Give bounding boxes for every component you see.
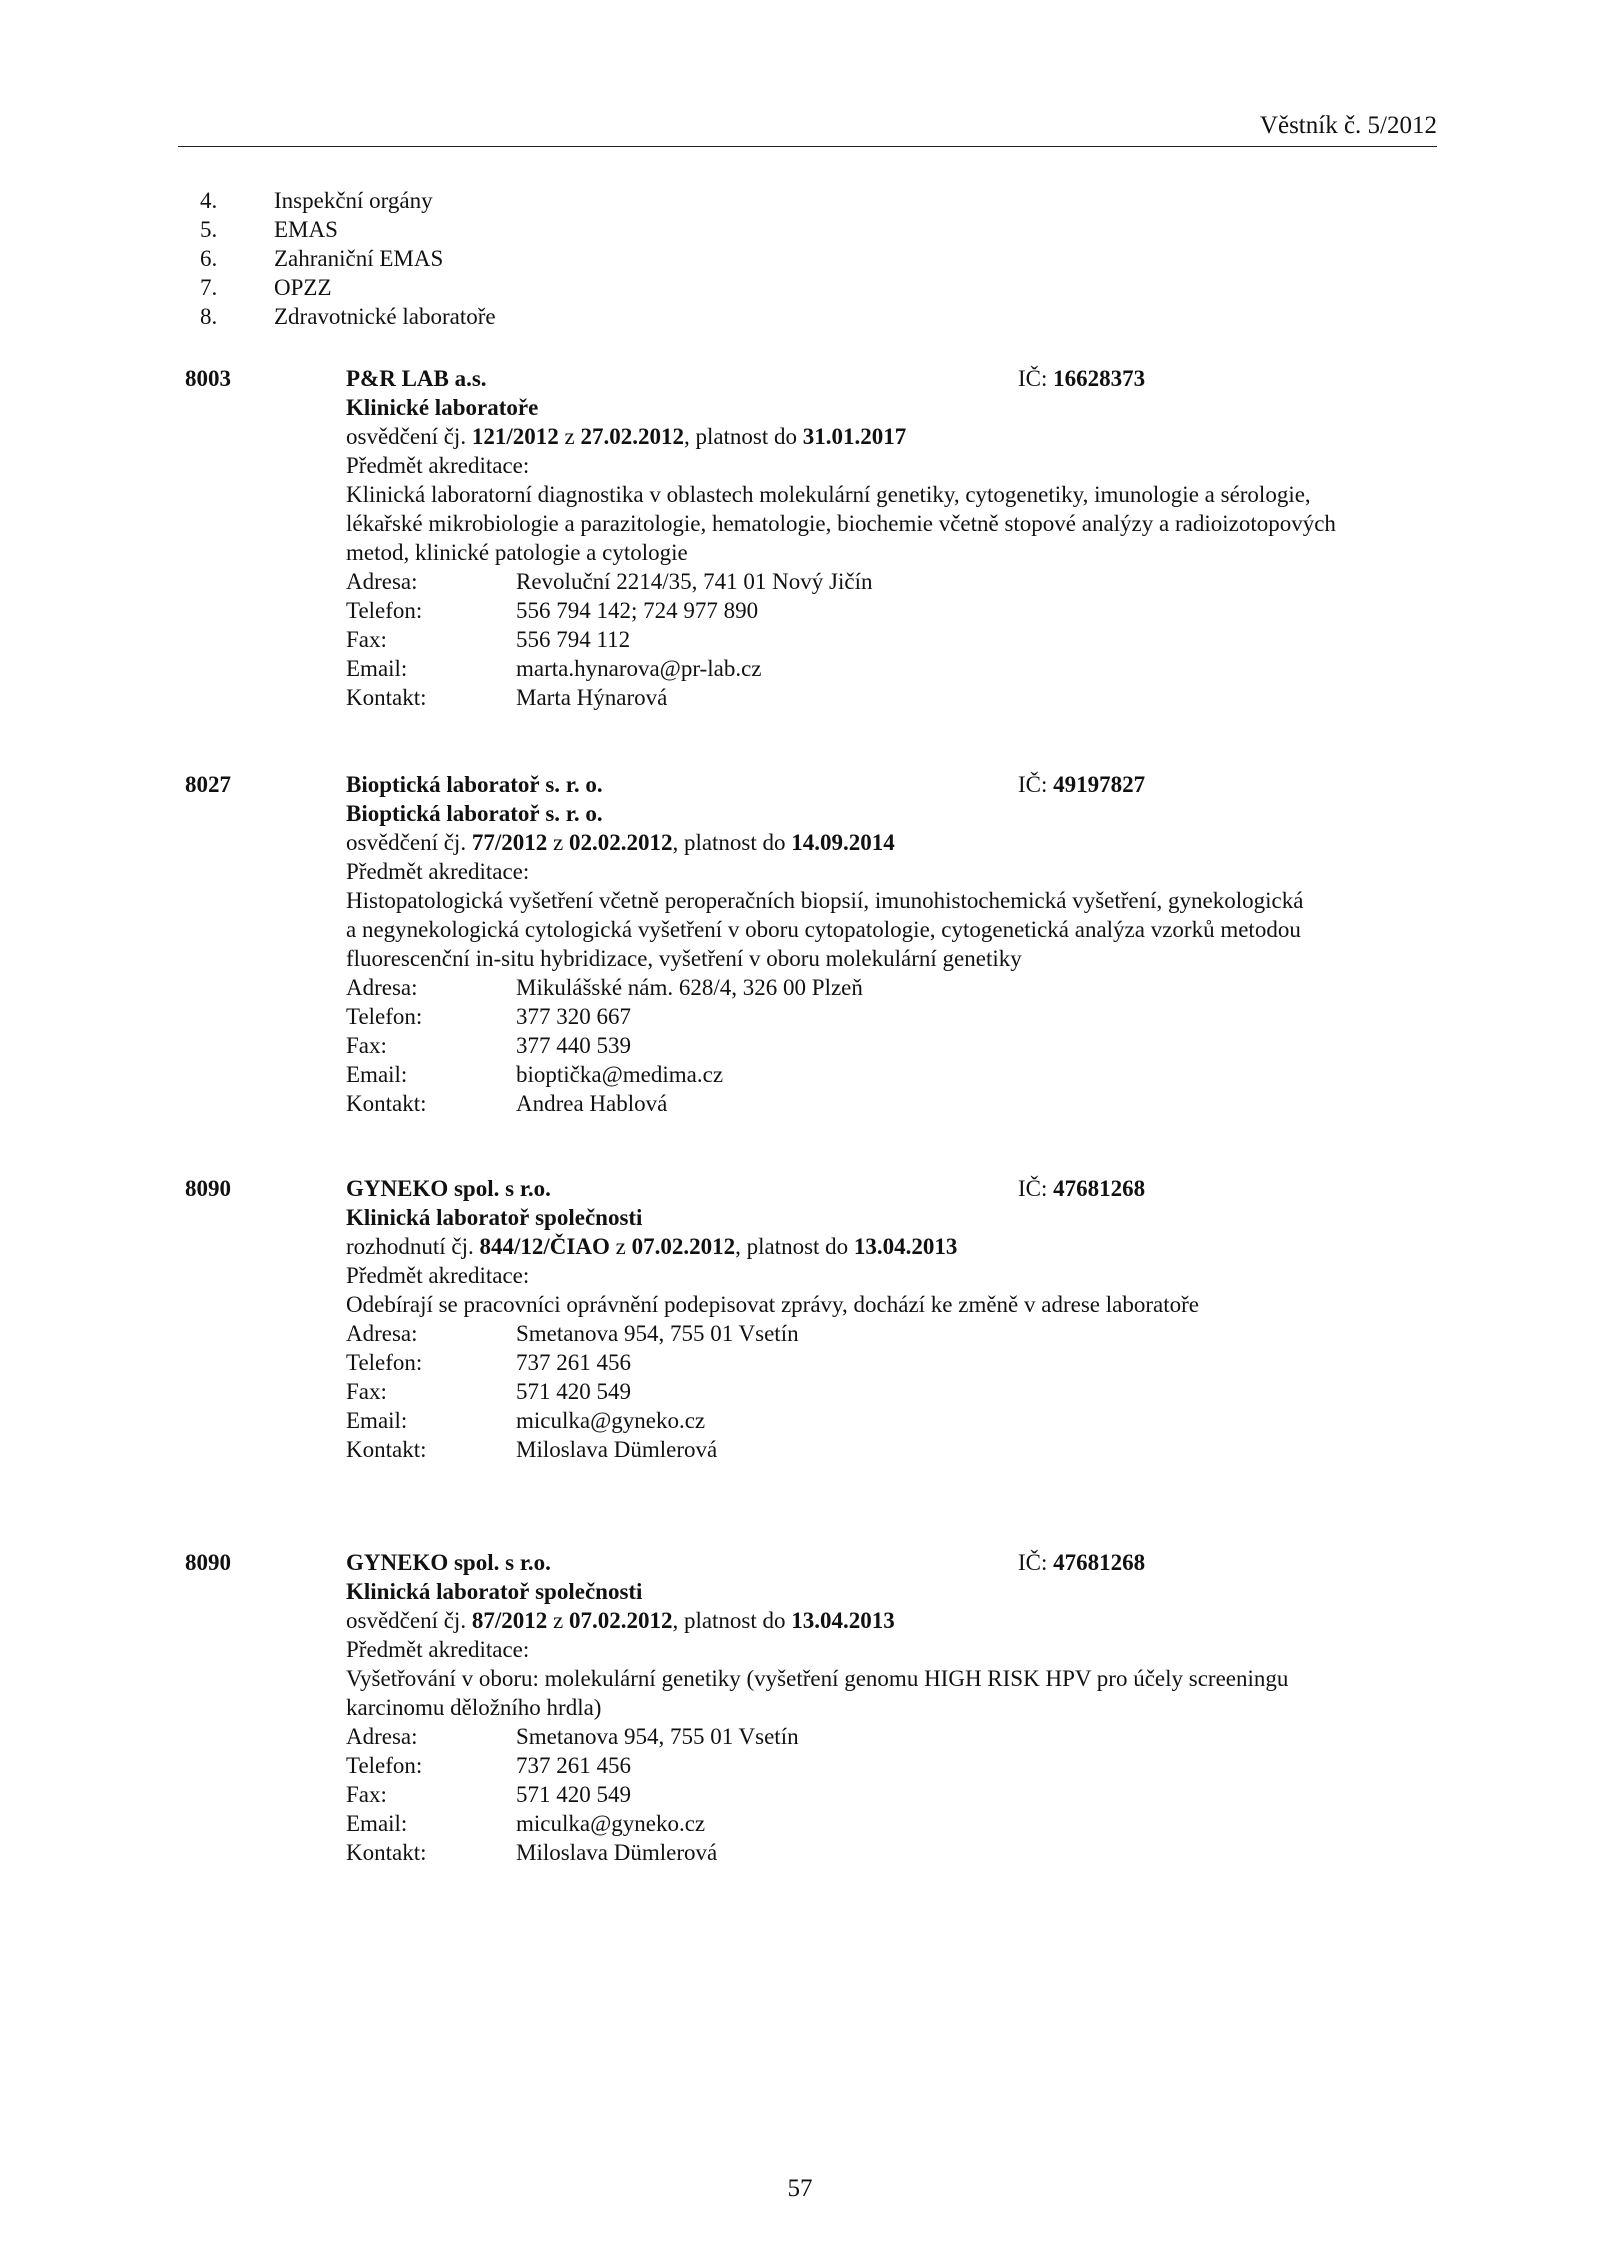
phone-row <box>346 1751 1446 1780</box>
contact-label: Kontakt: <box>346 1437 427 1462</box>
contact-value: Miloslava Dümlerová <box>516 1840 718 1865</box>
header-title: Věstník č. 5/2012 <box>1259 112 1437 139</box>
company-name: P&R LAB a.s. <box>346 366 487 391</box>
category-label: Zdravotnické laboratoře <box>274 304 496 329</box>
certificate-line <box>346 422 1446 451</box>
phone-value: 556 794 142; 724 977 890 <box>516 598 759 623</box>
valid-to: 13.04.2013 <box>791 1608 895 1633</box>
phone-row <box>346 1002 1446 1031</box>
contact-row <box>346 1089 1446 1118</box>
entry-body <box>346 1548 1446 1867</box>
subject-line: Klinická laboratorní diagnostika v oblastech molekulární genetiky, cytogenetiky, imunologie a sérologie, <box>346 482 1311 507</box>
ic-label: IČ: <box>1018 772 1054 797</box>
email-row <box>346 1809 1446 1838</box>
doc-type: osvědčení <box>346 830 438 855</box>
contact-value: Andrea Hablová <box>516 1091 668 1116</box>
valid-to: 31.01.2017 <box>802 424 907 449</box>
email-value: marta.hynarova@pr-lab.cz <box>516 656 762 681</box>
email-label: Email: <box>346 1408 408 1433</box>
subject-line: a negynekologická cytologická vyšetření v oboru cytopatologie, cytogenetická analýza vzorků metodou <box>346 917 1301 942</box>
category-item <box>200 186 496 215</box>
address-label: Adresa: <box>346 1321 418 1346</box>
company-name: GYNEKO spol. s r.o. <box>346 1550 551 1575</box>
ic-value: 47681268 <box>1053 1176 1146 1201</box>
phone-label: Telefon: <box>346 1753 423 1778</box>
ic-label: IČ: <box>1018 1550 1054 1575</box>
category-label: Inspekční orgány <box>274 188 433 213</box>
contact-row <box>346 683 1446 712</box>
email-label: Email: <box>346 656 408 681</box>
entry-body <box>346 364 1446 712</box>
phone-value: 737 261 456 <box>516 1350 631 1375</box>
ic-value: 47681268 <box>1053 1550 1146 1575</box>
doc-date: 07.02.2012 <box>568 1608 673 1633</box>
category-item <box>200 244 496 273</box>
address-row <box>346 567 1446 596</box>
contact-label: Kontakt: <box>346 685 427 710</box>
category-list <box>200 186 496 331</box>
contact-value: Miloslava Dümlerová <box>516 1437 718 1462</box>
z-label: z <box>609 1234 632 1259</box>
phone-value: 737 261 456 <box>516 1753 631 1778</box>
lab-name: Klinické laboratoře <box>346 395 539 420</box>
category-number: 4. <box>200 188 218 213</box>
ic-value: 49197827 <box>1053 772 1146 797</box>
certificate-line <box>346 1606 1446 1635</box>
valid-to: 14.09.2014 <box>791 830 895 855</box>
fax-label: Fax: <box>346 1033 387 1058</box>
validity-label: , platnost do <box>672 830 792 855</box>
doc-date: 27.02.2012 <box>580 424 684 449</box>
email-row <box>346 1406 1446 1435</box>
address-label: Adresa: <box>346 1724 418 1749</box>
doc-date: 02.02.2012 <box>568 830 673 855</box>
z-label: z <box>558 424 581 449</box>
cj-label: čj. <box>437 830 472 855</box>
entry-body <box>346 770 1446 1118</box>
phone-label: Telefon: <box>346 598 423 623</box>
subject-line: Vyšetřování v oboru: molekulární genetiky (vyšetření genomu HIGH RISK HPV pro účely screeningu <box>346 1666 1289 1691</box>
doc-number: 77/2012 <box>471 830 548 855</box>
z-label: z <box>547 1608 569 1633</box>
phone-row <box>346 1348 1446 1377</box>
fax-row <box>346 1377 1446 1406</box>
doc-date: 07.02.2012 <box>631 1234 736 1259</box>
fax-row <box>346 1031 1446 1060</box>
category-label: Zahraniční EMAS <box>274 246 444 271</box>
phone-label: Telefon: <box>346 1350 423 1375</box>
contact-label: Kontakt: <box>346 1840 427 1865</box>
address-label: Adresa: <box>346 569 418 594</box>
doc-number: 121/2012 <box>471 424 559 449</box>
entry-number: 8027 <box>185 772 231 797</box>
contact-value: Marta Hýnarová <box>516 685 668 710</box>
email-label: Email: <box>346 1811 408 1836</box>
email-row <box>346 654 1446 683</box>
company-name: Bioptická laboratoř s. r. o. <box>346 772 603 797</box>
validity-label: , platnost do <box>672 1608 792 1633</box>
doc-type: osvědčení <box>346 424 438 449</box>
subject-line: lékařské mikrobiologie a parazitologie, hematologie, biochemie včetně stopové analýzy a radioizotopových <box>346 511 1336 536</box>
validity-label: , platnost do <box>683 424 803 449</box>
email-label: Email: <box>346 1062 408 1087</box>
doc-type: osvědčení <box>346 1608 438 1633</box>
address-value: Revoluční 2214/35, 741 01 Nový Jičín <box>516 569 873 594</box>
entry-body <box>346 1174 1446 1464</box>
category-number: 7. <box>200 275 218 300</box>
category-number: 6. <box>200 246 218 271</box>
phone-label: Telefon: <box>346 1004 423 1029</box>
fax-label: Fax: <box>346 1782 387 1807</box>
email-row <box>346 1060 1446 1089</box>
subject-line: Odebírají se pracovníci oprávnění podepisovat zprávy, dochází ke změně v adrese laboratoře <box>346 1292 1199 1317</box>
fax-row <box>346 625 1446 654</box>
fax-value: 556 794 112 <box>516 627 631 652</box>
subject-line: Histopatologická vyšetření včetně peroperačních biopsií, imunohistochemická vyšetření, gynekologická <box>346 888 1304 913</box>
doc-number: 87/2012 <box>471 1608 548 1633</box>
email-value: miculka@gyneko.cz <box>516 1811 706 1836</box>
address-value: Smetanova 954, 755 01 Vsetín <box>516 1321 799 1346</box>
address-value: Smetanova 954, 755 01 Vsetín <box>516 1724 799 1749</box>
z-label: z <box>547 830 569 855</box>
entry-number: 8090 <box>185 1550 231 1575</box>
header-rule <box>178 146 1437 147</box>
entry-number: 8090 <box>185 1176 231 1201</box>
valid-to: 13.04.2013 <box>853 1234 958 1259</box>
subject-line: metod, klinické patologie a cytologie <box>346 540 688 565</box>
ic-label: IČ: <box>1018 366 1054 391</box>
category-label: OPZZ <box>274 275 332 300</box>
contact-row <box>346 1838 1446 1867</box>
fax-label: Fax: <box>346 627 387 652</box>
fax-value: 571 420 549 <box>516 1379 631 1404</box>
email-value: bioptička@medima.cz <box>516 1062 724 1087</box>
lab-name: Klinická laboratoř společnosti <box>346 1579 643 1604</box>
entry-number: 8003 <box>185 366 231 391</box>
category-label: EMAS <box>274 217 338 242</box>
subject-label: Předmět akreditace: <box>346 859 530 884</box>
address-row <box>346 1319 1446 1348</box>
cj-label: čj. <box>445 1234 480 1259</box>
lab-name: Bioptická laboratoř s. r. o. <box>346 801 603 826</box>
category-item <box>200 215 496 244</box>
fax-row <box>346 1780 1446 1809</box>
address-row <box>346 973 1446 1002</box>
doc-type: rozhodnutí <box>346 1234 446 1259</box>
category-item <box>200 302 496 331</box>
ic-label: IČ: <box>1018 1176 1054 1201</box>
address-label: Adresa: <box>346 975 418 1000</box>
subject-label: Předmět akreditace: <box>346 453 530 478</box>
category-number: 8. <box>200 304 218 329</box>
lab-name: Klinická laboratoř společnosti <box>346 1205 643 1230</box>
certificate-line <box>346 1232 1446 1261</box>
validity-label: , platnost do <box>735 1234 854 1259</box>
subject-label: Předmět akreditace: <box>346 1263 530 1288</box>
company-name: GYNEKO spol. s r.o. <box>346 1176 551 1201</box>
doc-number: 844/12/ČIAO <box>479 1234 610 1259</box>
subject-line: karcinomu děložního hrdla) <box>346 1695 602 1720</box>
address-row <box>346 1722 1446 1751</box>
category-number: 5. <box>200 217 218 242</box>
cj-label: čj. <box>437 1608 472 1633</box>
subject-label: Předmět akreditace: <box>346 1637 530 1662</box>
fax-value: 571 420 549 <box>516 1782 631 1807</box>
category-item <box>200 273 496 302</box>
phone-row <box>346 596 1446 625</box>
fax-value: 377 440 539 <box>516 1033 631 1058</box>
page-number: 57 <box>787 2175 813 2202</box>
certificate-line <box>346 828 1446 857</box>
contact-label: Kontakt: <box>346 1091 427 1116</box>
fax-label: Fax: <box>346 1379 387 1404</box>
ic-value: 16628373 <box>1053 366 1146 391</box>
phone-value: 377 320 667 <box>516 1004 631 1029</box>
subject-line: fluorescenční in-situ hybridizace, vyšetření v oboru molekulární genetiky <box>346 946 1022 971</box>
cj-label: čj. <box>437 424 472 449</box>
address-value: Mikulášské nám. 628/4, 326 00 Plzeň <box>516 975 863 1000</box>
email-value: miculka@gyneko.cz <box>516 1408 706 1433</box>
contact-row <box>346 1435 1446 1464</box>
